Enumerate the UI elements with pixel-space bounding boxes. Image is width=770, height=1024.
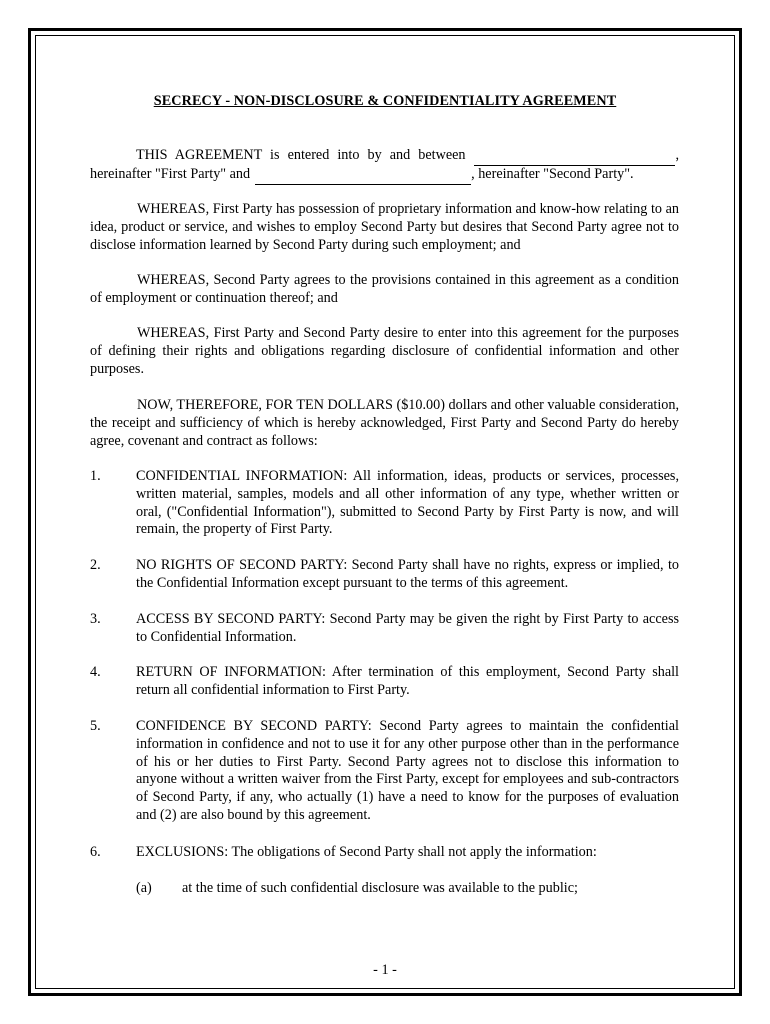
clause-text: EXCLUSIONS: The obligations of Second Party shall not apply the information: [136, 844, 597, 860]
subclause-a [136, 880, 679, 898]
clause-2 [90, 557, 679, 593]
clause-6 [90, 844, 679, 862]
clause-3 [90, 611, 679, 647]
clause-text: CONFIDENCE BY SECOND PARTY: Second Party agrees to maintain the confidential information in confidence and not to use it for any other purpose other than in the performance of his or her duties to First Party. Second Party agrees not to disclose this information to anyone without a written waiver from the First Party, except for employees and sub-contractors of Second Party, if any, who actually (1) have a need to know for the purposes of evaluation and (2) are also bound by this agreement. [136, 718, 679, 823]
recital-1-text: WHEREAS, First Party has possession of proprietary information and know-how relating to an idea, product or service, and wishes to employ Second Party but desires that Second Party agree not to disclose information learned by Second Party during such employment; and [90, 201, 679, 253]
recital-3-text: WHEREAS, First Party and Second Party desire to enter into this agreement for the purposes of defining their rights and obligations regarding disclosure of confidential information and other purposes. [90, 325, 679, 377]
clause-text: NO RIGHTS OF SECOND PARTY: Second Party shall have no rights, express or implied, to the Confidential Information except pursuant to the terms of this agreement. [136, 557, 679, 591]
clause-text: ACCESS BY SECOND PARTY: Second Party may be given the right by First Party to access to Confidential Information. [136, 611, 679, 645]
opening-comma: , [675, 147, 679, 163]
clause-1 [90, 468, 679, 539]
opening-text-2: hereinafter "First Party" and [90, 165, 251, 182]
recital-1 [90, 201, 679, 254]
clause-4 [90, 664, 679, 700]
recital-4-text: NOW, THEREFORE, FOR TEN DOLLARS ($10.00) dollars and other valuable consideration, the receipt and sufficiency of which is hereby acknowledged, First Party and Second Party do hereby agree, covenant and contract as follows: [90, 397, 679, 449]
recital-4 [90, 397, 679, 450]
opening-text-1: THIS AGREEMENT is entered into by and between [136, 147, 466, 163]
clause-number: 6. [90, 844, 101, 860]
subclause-text: at the time of such confidential disclosure was available to the public; [182, 880, 578, 896]
first-party-blank [474, 147, 676, 166]
clause-text: CONFIDENTIAL INFORMATION: All information, ideas, products or services, processes, written material, samples, models and all other information of any type, whether written or oral, ("Confidential Information"), submitted to Second Party by First Party is now, and will remain, the property of First Party. [136, 468, 679, 538]
clause-number: 1. [90, 468, 101, 484]
page-number: - 1 - [373, 962, 397, 978]
clause-number: 4. [90, 664, 101, 680]
recital-3 [90, 325, 679, 378]
opening-text-3: , hereinafter "Second Party". [471, 165, 634, 182]
document-title: SECRECY - NON-DISCLOSURE & CONFIDENTIALITY AGREEMENT [153, 93, 617, 109]
clause-number: 2. [90, 557, 101, 573]
clause-number: 3. [90, 611, 101, 627]
second-party-blank [255, 166, 471, 185]
clause-text: RETURN OF INFORMATION: After termination of this employment, Second Party shall return all confidential information to First Party. [136, 664, 679, 698]
subclause-letter: (a) [136, 880, 152, 896]
opening-paragraph [90, 147, 679, 185]
clause-5 [90, 718, 679, 825]
recital-2 [90, 272, 679, 308]
clause-number: 5. [90, 718, 101, 734]
recital-2-text: WHEREAS, Second Party agrees to the provisions contained in this agreement as a condition of employment or continuation thereof; and [90, 272, 679, 306]
